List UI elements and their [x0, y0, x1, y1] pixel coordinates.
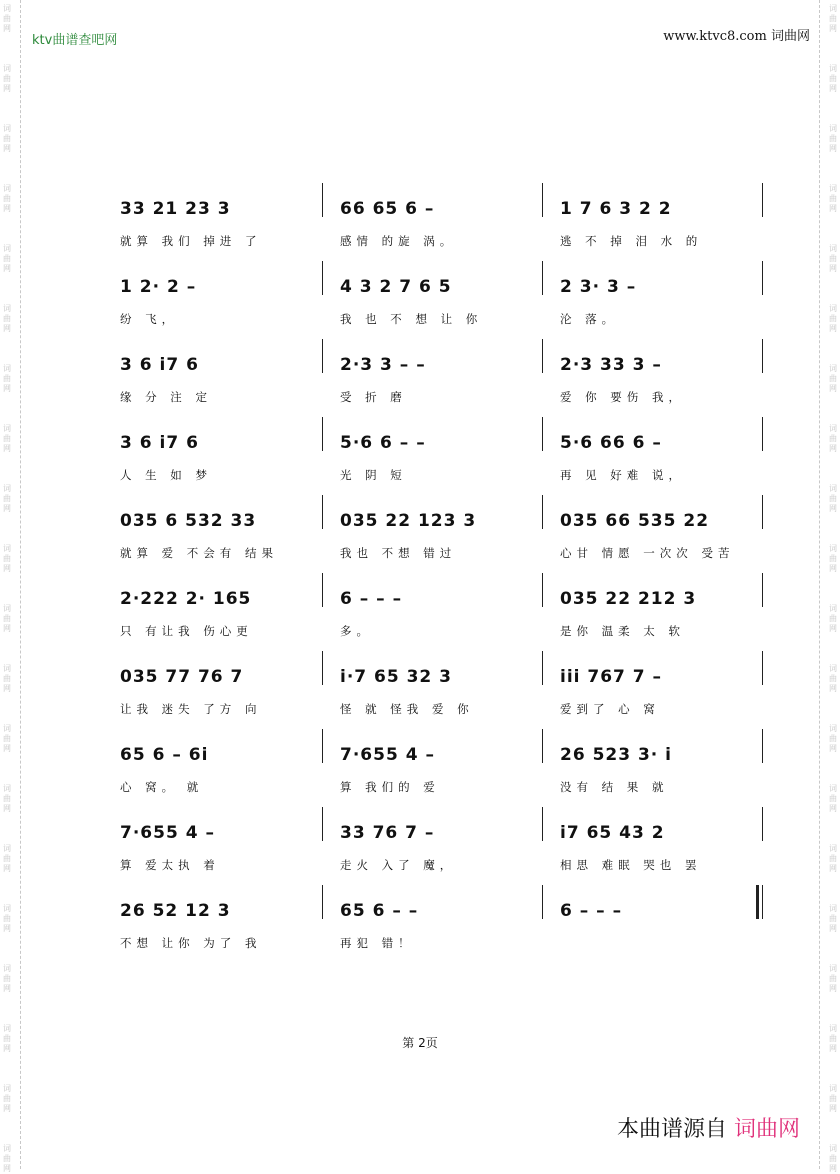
measure-lyrics: 缘 分 注 定 [120, 390, 212, 404]
measure-notes: 26 523 3· i [560, 745, 673, 765]
measure-lyrics: 算 我们的 爱 [340, 780, 440, 794]
right-watermark-strip [826, 0, 840, 1173]
barline [542, 651, 543, 685]
barline [542, 885, 543, 919]
measure-notes: 6 – – – [340, 589, 403, 609]
watermark-text: 词曲网 [829, 724, 837, 753]
barline [322, 183, 323, 217]
measure-lyrics: 再犯 错！ [340, 936, 415, 950]
measure-notes: 2·222 2· 165 [120, 589, 252, 609]
measure-notes: 2·3 33 3 – [560, 355, 662, 375]
header-site-right [663, 25, 810, 44]
watermark-text: 词曲网 [3, 484, 11, 513]
watermark-text: 词曲网 [3, 604, 11, 633]
measure-notes: 6 – – – [560, 901, 623, 921]
measure-lyrics: 没有 结 果 就 [560, 780, 669, 794]
watermark-text: 词曲网 [3, 964, 11, 993]
measure-notes: 5·6 66 6 – [560, 433, 662, 453]
measure-notes: 035 22 212 3 [560, 589, 697, 609]
footer-site: 词曲网 [733, 1117, 800, 1142]
barline [542, 573, 543, 607]
measure-lyrics: 相思 难眠 哭也 罢 [560, 858, 702, 872]
measure-lyrics: 我 也 不 想 让 你 [340, 312, 483, 326]
header-url: www.ktvc8.com [663, 29, 767, 44]
watermark-text: 词曲网 [829, 904, 837, 933]
watermark-text: 词曲网 [3, 724, 11, 753]
barline [542, 261, 543, 295]
header-site-name: 词曲网 [770, 29, 810, 44]
barline [322, 261, 323, 295]
measure-notes: 1 2· 2 – [120, 277, 197, 297]
barline [762, 651, 763, 685]
barline [322, 807, 323, 841]
measure-lyrics: 再 见 好难 说， [560, 468, 685, 482]
watermark-text: 词曲网 [829, 484, 837, 513]
watermark-text: 词曲网 [3, 784, 11, 813]
measure-lyrics: 纷 飞， [120, 312, 179, 326]
measure-lyrics: 爱 你 要伤 我， [560, 390, 685, 404]
barline [762, 339, 763, 373]
measure-lyrics: 人 生 如 梦 [120, 468, 212, 482]
barline [322, 729, 323, 763]
watermark-text: 词曲网 [829, 844, 837, 873]
measure-lyrics: 走火 入了 魔， [340, 858, 457, 872]
watermark-text: 词曲网 [829, 544, 837, 573]
watermark-text: 词曲网 [3, 424, 11, 453]
measure-notes: 7·655 4 – [120, 823, 215, 843]
measure-notes: 4 3 2 7 6 5 [340, 277, 452, 297]
watermark-text: 词曲网 [3, 364, 11, 393]
measure-notes: 035 66 535 22 [560, 511, 710, 531]
barline [762, 495, 763, 529]
measure-lyrics: 让我 迷失 了方 向 [120, 702, 262, 716]
measure-notes: 33 21 23 3 [120, 199, 231, 219]
measure-notes: 2·3 3 – – [340, 355, 426, 375]
barline [542, 807, 543, 841]
watermark-text: 词曲网 [829, 1084, 837, 1113]
watermark-text: 词曲网 [3, 64, 11, 93]
measure-notes: 33 76 7 – [340, 823, 435, 843]
measure-lyrics: 不想 让你 为了 我 [120, 936, 262, 950]
measure-notes: 26 52 12 3 [120, 901, 231, 921]
barline [762, 807, 763, 841]
barline [762, 183, 763, 217]
measure-notes: 5·6 6 – – [340, 433, 426, 453]
watermark-text: 词曲网 [829, 604, 837, 633]
barline [762, 417, 763, 451]
header-site-left: ktv曲谱查吧网 [32, 33, 118, 48]
barline [322, 417, 323, 451]
measure-lyrics: 我也 不想 错过 [340, 546, 457, 560]
barline [542, 183, 543, 217]
measure-lyrics: 逃 不 掉 泪 水 的 [560, 234, 703, 248]
measure-lyrics: 是你 温柔 太 软 [560, 624, 685, 638]
measure-lyrics: 爱到了 心 窝 [560, 702, 660, 716]
measure-lyrics: 感情 的旋 涡。 [340, 234, 457, 248]
watermark-text: 词曲网 [829, 364, 837, 393]
barline [322, 651, 323, 685]
watermark-text: 词曲网 [3, 844, 11, 873]
watermark-text: 词曲网 [3, 1144, 11, 1173]
watermark-text: 词曲网 [3, 904, 11, 933]
barline [322, 339, 323, 373]
watermark-text: 词曲网 [3, 664, 11, 693]
watermark-text: 词曲网 [829, 64, 837, 93]
barline [542, 729, 543, 763]
watermark-text: 词曲网 [829, 124, 837, 153]
measure-lyrics: 就算 我们 掉进 了 [120, 234, 262, 248]
watermark-text: 词曲网 [3, 4, 11, 33]
watermark-text: 词曲网 [829, 784, 837, 813]
measure-notes: i·7 65 32 3 [340, 667, 453, 687]
measure-notes: 3 6 i7 6 [120, 355, 199, 375]
left-watermark-strip [0, 0, 14, 1173]
measure-lyrics: 心 窝。 就 [120, 780, 204, 794]
measure-lyrics: 算 爱太执 着 [120, 858, 220, 872]
measure-notes: 65 6 – 6i [120, 745, 209, 765]
measure-notes: 035 22 123 3 [340, 511, 477, 531]
measure-notes: 66 65 6 – [340, 199, 435, 219]
watermark-text: 词曲网 [829, 304, 837, 333]
measure-notes: 035 6 532 33 [120, 511, 257, 531]
barline [762, 261, 763, 295]
measure-lyrics: 心甘 情愿 一次次 受苦 [560, 546, 735, 560]
measure-notes: 1 7 6 3 2 2 [560, 199, 672, 219]
watermark-text: 词曲网 [3, 1084, 11, 1113]
watermark-text: 词曲网 [829, 244, 837, 273]
measure-lyrics: 怪 就 怪我 爱 你 [340, 702, 474, 716]
barline [762, 885, 763, 919]
watermark-text: 词曲网 [829, 664, 837, 693]
barline [322, 573, 323, 607]
measure-notes: 2 3· 3 – [560, 277, 637, 297]
measure-lyrics: 多。 [340, 624, 373, 638]
measure-lyrics: 沦 落。 [560, 312, 619, 326]
barline [542, 339, 543, 373]
watermark-text: 词曲网 [3, 1024, 11, 1053]
measure-notes: i7 65 43 2 [560, 823, 665, 843]
watermark-text: 词曲网 [3, 244, 11, 273]
measure-lyrics: 光 阴 短 [340, 468, 407, 482]
watermark-text: 词曲网 [829, 1024, 837, 1053]
measure-lyrics: 就算 爱 不会有 结果 [120, 546, 278, 560]
watermark-text: 词曲网 [3, 544, 11, 573]
watermark-text: 词曲网 [829, 4, 837, 33]
measure-lyrics: 受 折 磨 [340, 390, 407, 404]
watermark-text: 词曲网 [829, 184, 837, 213]
watermark-text: 词曲网 [829, 424, 837, 453]
measure-lyrics: 只 有让我 伤心更 [120, 624, 253, 638]
barline [322, 495, 323, 529]
watermark-text: 词曲网 [3, 304, 11, 333]
watermark-text: 词曲网 [829, 1144, 837, 1173]
barline [322, 885, 323, 919]
watermark-text: 词曲网 [829, 964, 837, 993]
measure-notes: 035 77 76 7 [120, 667, 244, 687]
barline [542, 417, 543, 451]
footer-source [617, 1112, 800, 1143]
barline [762, 573, 763, 607]
watermark-text: 词曲网 [3, 124, 11, 153]
measure-notes: 7·655 4 – [340, 745, 435, 765]
barline [542, 495, 543, 529]
watermark-text: 词曲网 [3, 184, 11, 213]
barline [762, 729, 763, 763]
measure-notes: 65 6 – – [340, 901, 419, 921]
measure-notes: 3 6 i7 6 [120, 433, 199, 453]
measure-notes: iii 767 7 – [560, 667, 663, 687]
page-number: 第 2页 [402, 1036, 438, 1050]
final-barline [756, 885, 759, 919]
footer-prefix: 本曲谱源自 [616, 1117, 727, 1142]
